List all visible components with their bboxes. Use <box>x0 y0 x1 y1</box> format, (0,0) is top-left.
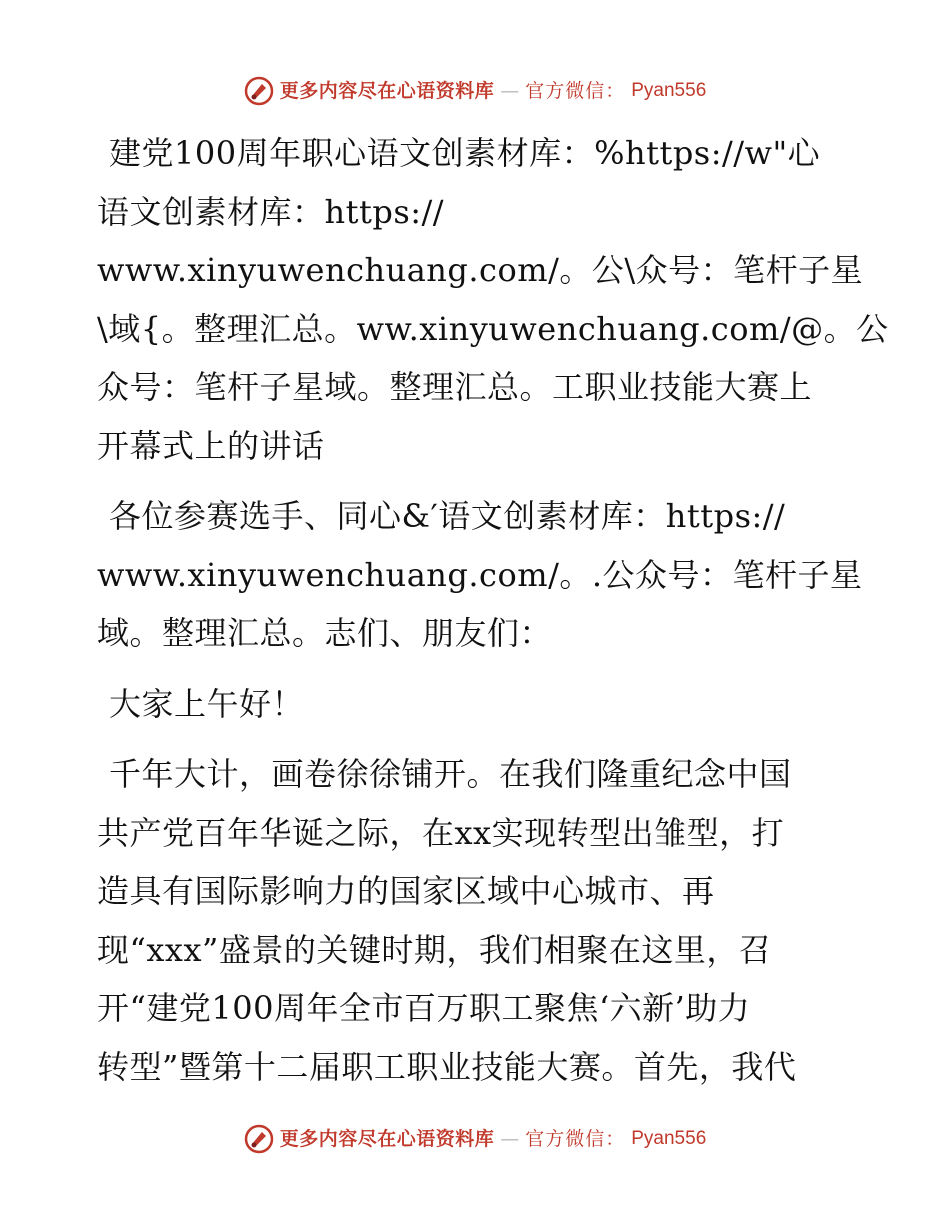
text-line: 现“xxx”盛景的关键时期，我们相聚在这里，召 <box>97 930 772 969</box>
banner-text: 更多内容尽在心语资料库 <box>279 80 495 102</box>
document-body <box>97 124 889 1108</box>
text-line: 建党100周年职心语文创素材库：%https://w"心 <box>109 134 821 172</box>
text-line: 千年大计，画卷徐徐铺开。在我们隆重纪念中国 <box>109 755 792 793</box>
text-line: 语文创素材库：https:// <box>97 192 445 231</box>
text-line: 转型”暨第十二届职工职业技能大赛。首先，我代 <box>97 1047 797 1086</box>
paragraph-greeting <box>97 675 857 734</box>
text-line: 各位参赛选手、同心&′语文创素材库：https:// <box>109 497 786 535</box>
text-line: 大家上午好！ <box>109 684 305 723</box>
text-line: 造具有国际影响力的国家区域中心城市、再 <box>97 872 715 910</box>
text-line: \域{。整理汇总。ww.xinyuwenchuang.com/@。公 <box>97 309 889 348</box>
text-line: 众号：笔杆子星域。整理汇总。工职业技能大赛上 <box>97 368 813 406</box>
text-line: www.xinyuwenchuang.com/。.公众号：笔杆子星 <box>97 555 863 594</box>
paragraph-salutation <box>97 487 863 663</box>
paragraph-body <box>97 745 857 1096</box>
banner-wechat-id: Pyan556 <box>631 1128 707 1149</box>
text-line: www.xinyuwenchuang.com/。公\众号：笔杆子星 <box>97 251 864 289</box>
paragraph-title <box>97 124 889 475</box>
banner-wechat-id: Pyan556 <box>631 80 707 101</box>
header-banner <box>0 76 950 106</box>
banner-wechat-label: 官方微信： <box>525 80 626 102</box>
footer-banner <box>0 1124 950 1154</box>
logo-icon <box>244 1124 274 1154</box>
logo-icon <box>244 76 274 106</box>
text-line: 开幕式上的讲话 <box>97 426 325 465</box>
banner-dash: — <box>500 80 520 102</box>
text-line: 域。整理汇总。志们、朋友们： <box>97 614 553 652</box>
text-line: 共产党百年华诞之际，在xx实现转型出雏型，打 <box>97 813 785 852</box>
banner-wechat-label: 官方微信： <box>525 1128 626 1150</box>
banner-dash: — <box>500 1128 520 1150</box>
text-line: 开“建党100周年全市百万职工聚焦‘六新’助力 <box>97 989 751 1027</box>
banner-text: 更多内容尽在心语资料库 <box>279 1128 495 1150</box>
